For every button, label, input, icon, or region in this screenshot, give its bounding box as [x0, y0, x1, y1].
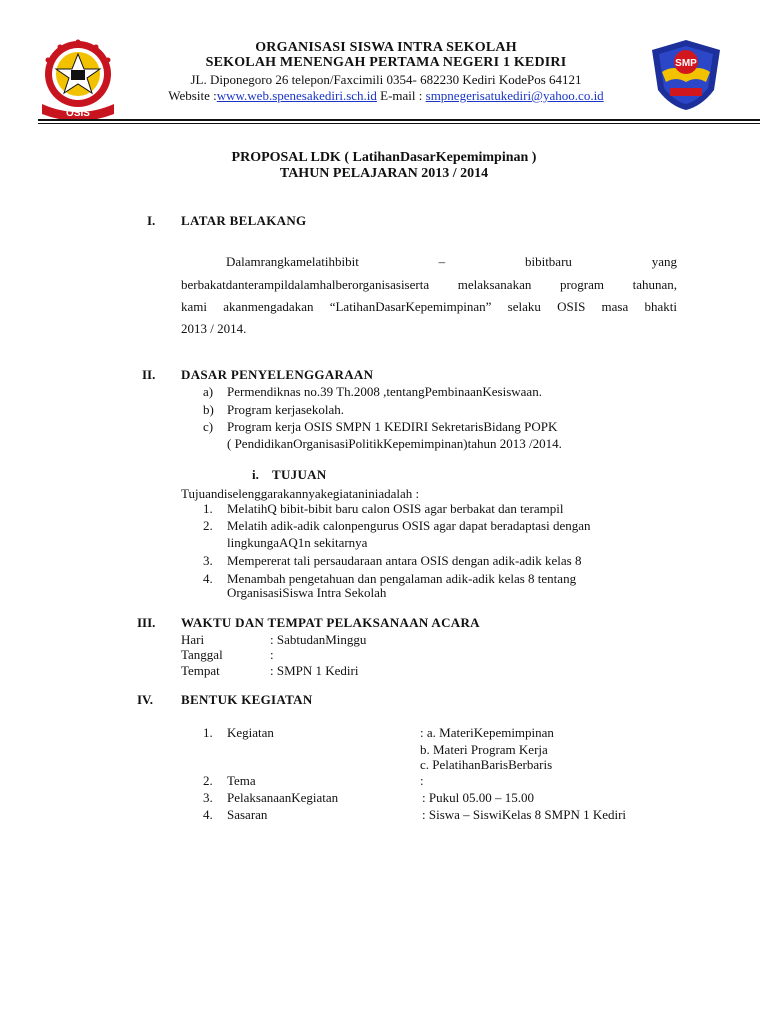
section-4-number: IV. — [137, 692, 154, 707]
tujuan-intro: Tujuandiselenggarakannyakegiataniniadalah : — [181, 486, 420, 501]
list-marker: b) — [203, 402, 214, 417]
list-marker: 4. — [203, 807, 213, 822]
header-divider-thick — [38, 119, 760, 121]
paragraph-line-4: 2013 / 2014. — [181, 321, 247, 336]
smp-logo-label: SMP — [675, 58, 697, 69]
section-1-title: LATAR BELAKANG — [181, 213, 307, 228]
list-item: Program kerjasekolah. — [227, 402, 344, 417]
list-marker: 4. — [203, 571, 213, 586]
school-name: SEKOLAH MENENGAH PERTAMA NEGERI 1 KEDIRI — [205, 55, 567, 70]
field-label: Sasaran — [227, 807, 268, 822]
field-value: : Pukul 05.00 – 15.00 — [422, 790, 534, 805]
email-label: E-mail : — [380, 88, 423, 103]
osis-logo — [38, 38, 118, 122]
list-item: Program kerja OSIS SMPN 1 KEDIRI SekretarisBidang POPK — [227, 419, 558, 434]
list-item-continuation: OrganisasiSiswa Intra Sekolah — [227, 585, 387, 600]
field-label: Tema — [227, 773, 256, 788]
list-marker: 3. — [203, 790, 213, 805]
field-value-continuation: b. Materi Program Kerja — [420, 742, 548, 757]
list-item: Permendiknas no.39 Th.2008 ,tentangPembinaanKesiswaan. — [227, 384, 542, 399]
proposal-year: TAHUN PELAJARAN 2013 / 2014 — [279, 166, 489, 181]
proposal-title: PROPOSAL LDK ( LatihanDasarKepemimpinan ) — [231, 150, 537, 165]
field-value: : Siswa – SiswiKelas 8 SMPN 1 Kediri — [422, 807, 627, 822]
subsection-title: TUJUAN — [272, 467, 327, 482]
school-address: JL. Diponegoro 26 telepon/Faxcimili 0354- 682230 Kediri KodePos 64121 — [190, 72, 582, 87]
paragraph-line-2: berbakatdanterampildalamhalberorganisasiserta melaksanakan program tahunan, — [181, 277, 677, 292]
paragraph-line-3: kami akanmengadakan “LatihanDasarKepemimpinan” selaku OSIS masa bhakti — [181, 299, 677, 314]
list-marker: 2. — [203, 773, 213, 788]
website-label: Website : — [168, 88, 217, 103]
field-label: Kegiatan — [227, 725, 274, 740]
smp-logo — [650, 38, 722, 112]
list-marker: 3. — [203, 553, 213, 568]
org-name: ORGANISASI SISWA INTRA SEKOLAH — [255, 40, 517, 55]
subsection-number: i. — [252, 467, 259, 482]
list-item-continuation: lingkungaAQ1n sekitarnya — [227, 535, 368, 550]
list-item-continuation: ( PendidikanOrganisasiPolitikKepemimpinan)tahun 2013 /2014. — [227, 436, 562, 451]
header-divider-thin — [38, 123, 760, 124]
field-value: : — [420, 773, 424, 788]
section-3-title: WAKTU DAN TEMPAT PELAKSANAAN ACARA — [181, 615, 480, 630]
field-label: Tempat — [181, 663, 220, 678]
field-value: : SMPN 1 Kediri — [270, 663, 359, 678]
list-marker: c) — [203, 419, 214, 434]
contact-line — [128, 88, 644, 104]
website-link[interactable]: www.web.spenesakediri.sch.id — [216, 88, 377, 103]
field-label: PelaksanaanKegiatan — [227, 790, 339, 805]
list-item: Menambah pengetahuan dan pengalaman adik-adik kelas 8 tentang — [227, 571, 577, 586]
field-label: Tanggal — [181, 647, 223, 662]
list-item: Mempererat tali persaudaraan antara OSIS dengan adik-adik kelas 8 — [227, 553, 582, 568]
field-label: Hari — [181, 632, 205, 647]
osis-logo-label: OSIS — [66, 108, 90, 119]
field-value: : — [270, 647, 274, 662]
list-marker: 1. — [203, 725, 213, 740]
section-1-number: I. — [147, 213, 156, 228]
paragraph-line-1: Dalamrangkamelatihbibit – bibitbaru yang — [226, 254, 677, 269]
field-value-continuation: c. PelatihanBarisBerbaris — [420, 757, 553, 772]
field-value: : SabtudanMinggu — [270, 632, 367, 647]
list-marker: 1. — [203, 501, 213, 516]
list-item: Melatih adik-adik calonpengurus OSIS agar dapat beradaptasi dengan — [227, 518, 591, 533]
list-marker: 2. — [203, 518, 213, 533]
section-4-title: BENTUK KEGIATAN — [181, 692, 313, 707]
email-link[interactable]: smpnegerisatukediri@yahoo.co.id — [425, 88, 604, 103]
field-value: : a. MateriKepemimpinan — [420, 725, 554, 740]
section-2-title: DASAR PENYELENGGARAAN — [181, 367, 374, 382]
section-2-number: II. — [142, 367, 156, 382]
section-3-number: III. — [137, 615, 156, 630]
list-marker: a) — [203, 384, 214, 399]
list-item: MelatihQ bibit-bibit baru calon OSIS agar berbakat dan terampil — [227, 501, 564, 516]
